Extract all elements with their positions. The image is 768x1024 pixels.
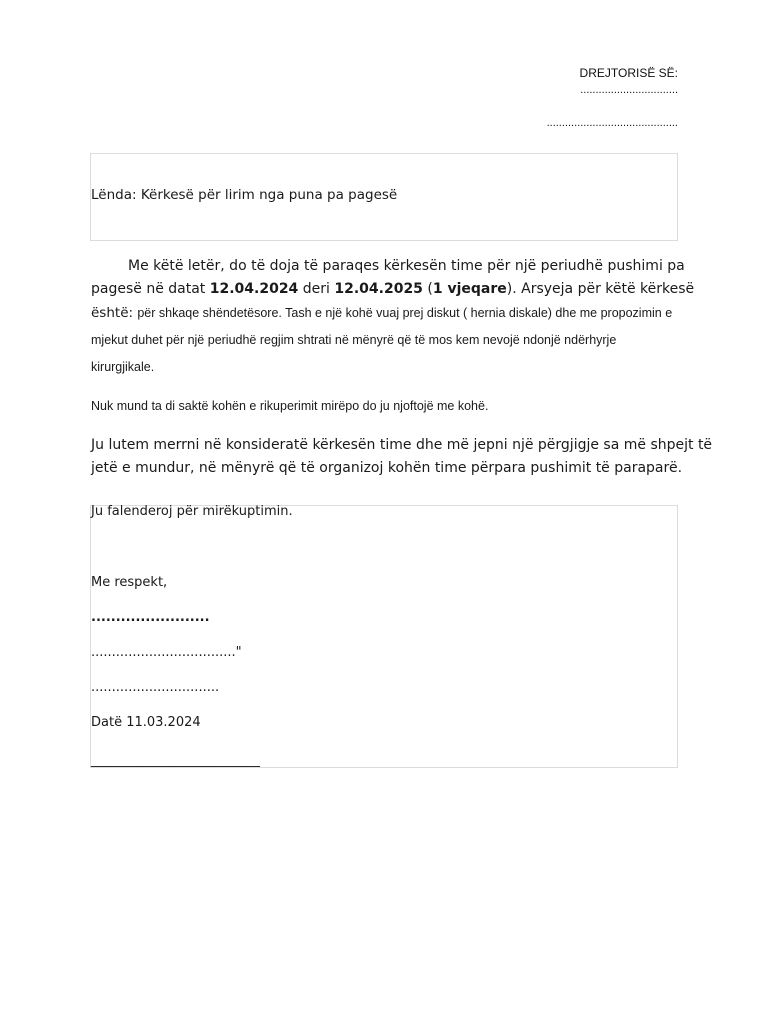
date-from: 12.04.2024 — [209, 281, 299, 297]
closing-thanks: Ju falenderoj për mirëkuptimin. — [91, 504, 293, 519]
letter-date: Datë 11.03.2024 — [91, 715, 201, 730]
name-placeholder: ........................ — [91, 610, 210, 625]
paragraph-1-line-3: është: për shkaqe shëndetësore. Tash e një kohë vuaj prej diskut ( hernia diskale) dhe me propozimin e — [91, 305, 673, 321]
recipient-label: DREJTORISË SË: — [579, 66, 678, 80]
signature-line: __________________________ — [91, 753, 260, 768]
paragraph-2: Nuk mund ta di saktë kohën e rikuperimit mirëpo do ju njoftojë me kohë. — [91, 399, 489, 413]
date-to: 12.04.2025 — [334, 281, 423, 297]
duration: 1 vjeqare — [432, 281, 507, 297]
closing-regards: Me respekt, — [91, 575, 168, 590]
placeholder-line-3: ............................... — [91, 680, 220, 695]
recipient-line-2: ........................................... — [546, 117, 678, 129]
paragraph-3-line-1: Ju lutem merrni në konsideratë kërkesën time dhe më jepni një përgjigje sa më shpejt të — [91, 437, 713, 453]
paragraph-1-line-4: mjekut duhet për një periudhë regjim shtrati në mënyrë që të mos kem nevojë ndonjë ndërhyrje — [91, 333, 617, 347]
paragraph-1-line-1: Me këtë letër, do të doja të paraqes kërkesën time për një periudhë pushimi pa — [128, 258, 685, 274]
placeholder-line-2: ..................................." — [91, 645, 242, 660]
paragraph-1-line-5: kirurgjikale. — [91, 360, 155, 374]
subject-line: Lënda: Kërkesë për lirim nga puna pa pagesë — [91, 187, 398, 203]
recipient-line-1: ................................ — [580, 84, 678, 96]
paragraph-3-line-2: jetë e mundur, në mënyrë që të organizoj kohën time përpara pushimit të paraparë. — [91, 460, 683, 476]
paragraph-1-line-2: pagesë në datat 12.04.2024 deri 12.04.2025 (1 vjeqare). Arsyeja për këtë kërkesë — [91, 281, 695, 297]
